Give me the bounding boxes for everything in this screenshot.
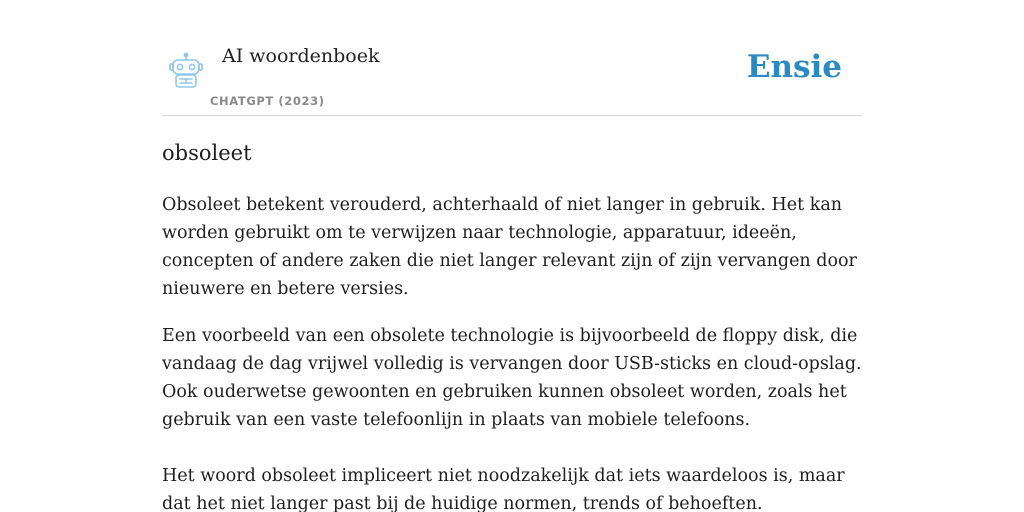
note-paragraph: Het woord obsoleet impliceert niet noodzakelijk dat iets waardeloos is, maar dat het niet langer past bij de huidige normen, trends of behoeften. (162, 466, 845, 512)
dictionary-header (162, 40, 862, 116)
definition-paragraph: Obsoleet betekent verouderd, achterhaald of niet langer in gebruik. Het kan worden gebruikt om te verwijzen naar technologie, apparatuur, ideeën, concepten of andere zaken die niet langer relevant zijn of zijn vervangen door nieuwere en betere versies. (162, 195, 857, 299)
dictionary-title[interactable]: AI woordenboek (222, 45, 380, 67)
example-paragraph: Een voorbeeld van een obsolete technologie is bijvoorbeeld de floppy disk, die vandaag de dag vrijwel volledig is vervangen door USB-sticks en cloud-opslag. Ook ouderwetse gewoonten en gebruiken kunnen obsoleet worden, zoals het gebruik van een vaste telefoonlijn in plaats van mobiele telefoons. (162, 326, 862, 430)
source-label: CHATGPT (2023) (210, 94, 325, 108)
entry-term: obsoleet (162, 141, 252, 165)
robot-icon (166, 52, 206, 92)
ensie-logo-link[interactable]: Ensie (746, 49, 842, 85)
entry-content (162, 136, 862, 512)
